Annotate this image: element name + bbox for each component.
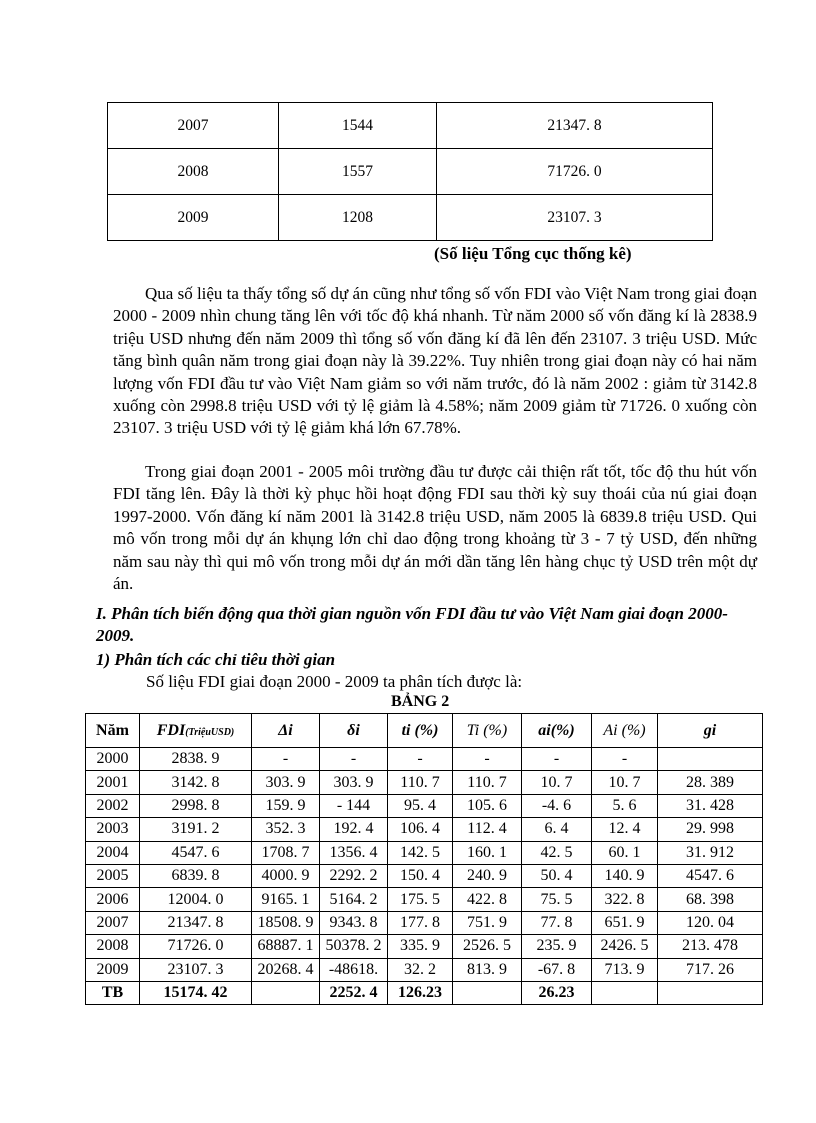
table-cell [252,981,320,1004]
table-cell: 21347. 8 [140,911,252,934]
table-cell: 21347. 8 [437,103,713,149]
table-cell: 422. 8 [453,888,522,911]
table-row [108,103,713,149]
table-cell: 2426. 5 [592,935,658,958]
table-row [108,149,713,195]
table-cell: 322. 8 [592,888,658,911]
table-row [86,771,763,794]
table-cell: 4547. 6 [658,864,763,887]
table-cell: 5164. 2 [320,888,388,911]
table-cell: 303. 9 [252,771,320,794]
table-cell: 2838. 9 [140,748,252,771]
table-cell: 50378. 2 [320,935,388,958]
table-cell: - 144 [320,794,388,817]
table-cell: 110. 7 [388,771,453,794]
table-row [86,864,763,887]
section-heading-1: I. Phân tích biến động qua thời gian nguồn vốn FDI đầu tư vào Việt Nam giai đoạn 2000- 2009. [96,604,728,646]
table-cell: 77. 8 [522,911,592,934]
table-cell: 150. 4 [388,864,453,887]
table-cell: 2252. 4 [320,981,388,1004]
table-cell: 15174. 42 [140,981,252,1004]
table-cell: 175. 5 [388,888,453,911]
header-base-growth: Ai (%) [592,714,658,748]
table-row [86,888,763,911]
table-cell: 2292. 2 [320,864,388,887]
table-cell: 29. 998 [658,818,763,841]
header-base-index: Ti (%) [453,714,522,748]
table-cell: 177. 8 [388,911,453,934]
table-row [86,958,763,981]
table-cell: 813. 9 [453,958,522,981]
table-cell: 2008 [108,149,279,195]
table-cell: 20268. 4 [252,958,320,981]
table-cell: 2009 [108,195,279,241]
table-cell: 2998. 8 [140,794,252,817]
table-cell: 4547. 6 [140,841,252,864]
table-cell: -4. 6 [522,794,592,817]
table-cell: 1557 [279,149,437,195]
table-cell: 142. 5 [388,841,453,864]
table-row [86,841,763,864]
table-cell: 159. 9 [252,794,320,817]
table-cell: 6839. 8 [140,864,252,887]
table-cell: 126.23 [388,981,453,1004]
table-cell: - [388,748,453,771]
table-cell: 68. 398 [658,888,763,911]
table-row [108,195,713,241]
header-fdi: FDI(TriệuUSD) [140,714,252,748]
header-year: Năm [86,714,140,748]
table-cell [658,981,763,1004]
table-cell: 10. 7 [592,771,658,794]
table-cell [658,748,763,771]
table-cell: - [453,748,522,771]
table-cell: 6. 4 [522,818,592,841]
table-cell: 2008 [86,935,140,958]
table-cell: 3142. 8 [140,771,252,794]
table-cell: 95. 4 [388,794,453,817]
table-cell: 106. 4 [388,818,453,841]
table-cell: - [522,748,592,771]
table-cell: 68887. 1 [252,935,320,958]
table-cell: 2001 [86,771,140,794]
table-row [86,748,763,771]
fdi-summary-table-continued [107,102,713,241]
table-cell: 2009 [86,958,140,981]
table-cell: 4000. 9 [252,864,320,887]
table-cell: 2007 [108,103,279,149]
table-cell: - [252,748,320,771]
table-cell: 42. 5 [522,841,592,864]
table-cell: TB [86,981,140,1004]
table-cell: 2007 [86,911,140,934]
header-chain-growth: ai(%) [522,714,592,748]
table-caption: BẢNG 2 [391,693,450,710]
table-cell: 140. 9 [592,864,658,887]
table-cell: 2004 [86,841,140,864]
table-cell: 2526. 5 [453,935,522,958]
table-cell: -48618. [320,958,388,981]
table-cell: 9165. 1 [252,888,320,911]
table-cell: 60. 1 [592,841,658,864]
header-absolute-change: Δi [252,714,320,748]
table-cell: 717. 26 [658,958,763,981]
table-intro-line: Số liệu FDI giai đoạn 2000 - 2009 ta phân tích được là: [146,672,523,691]
table-cell: 75. 5 [522,888,592,911]
table-cell: 303. 9 [320,771,388,794]
table-cell: 713. 9 [592,958,658,981]
analysis-paragraph-1: Qua số liệu ta thấy tổng số dự án cũng như tổng số vốn FDI vào Việt Nam trong giai đoạn 2000 - 2009 nhìn chung tăng lên với tốc độ khá nhanh. Từ năm 2000 số vốn đăng kí là 2838.9 triệu USD nhưng đến năm 2009 thì tổng số vốn đăng kí đã lên đến 23107. 3 triệu USD. Mức tăng bình quân năm trong giai đoạn này là 39.22%. Tuy nhiên trong giai đoạn này có hai năm lượng vốn FDI đầu tư vào Việt Nam giảm so với năm trước, đó là năm 2002 : giảm từ 3142.8 xuống còn 2998.8 triệu USD với tỷ lệ giảm là 4.58%; năm 2009 giảm từ 71726. 0 xuống còn 23107. 3 triệu USD với tỷ lệ giảm khá lớn 67.78%. [113,284,758,438]
table-cell: 10. 7 [522,771,592,794]
table-cell: 71726. 0 [140,935,252,958]
table-cell: 50. 4 [522,864,592,887]
table-cell: 18508. 9 [252,911,320,934]
average-row [86,981,763,1004]
table-cell: 160. 1 [453,841,522,864]
table-cell: 26.23 [522,981,592,1004]
table-cell: 12. 4 [592,818,658,841]
source-note: (Số liệu Tổng cục thống kê) [434,244,632,263]
fdi-time-series-table [85,713,763,1005]
table-cell: 23107. 3 [437,195,713,241]
table-cell: 9343. 8 [320,911,388,934]
table-cell: 1708. 7 [252,841,320,864]
table-cell: 335. 9 [388,935,453,958]
table-cell: - [320,748,388,771]
table-cell: 112. 4 [453,818,522,841]
table-cell: 2002 [86,794,140,817]
table-cell: 235. 9 [522,935,592,958]
table-cell [453,981,522,1004]
table-cell: 120. 04 [658,911,763,934]
table-cell: 651. 9 [592,911,658,934]
table-cell: 1208 [279,195,437,241]
analysis-paragraph-2: Trong giai đoạn 2001 - 2005 môi trường đầu tư được cải thiện rất tốt, tốc độ thu hút vốn FDI tăng lên. Đây là thời kỳ phục hồi hoạt động FDI sau thời kỳ suy thoái của nú giai đoạn 1997-2000. Vốn đăng kí năm 2001 là 3142.8 triệu USD, năm 2005 là 6839.8 triệu USD. Qui mô vốn trong mỗi dự án khụng lớn chỉ dao động trong khoảng từ 3 - 7 tỷ USD, đến những năm sau này thì qui mô vốn trong mỗi dự án mới dần tăng lên hàng chục tỷ USD trên một dự án. [113,462,757,594]
header-growth-value: gi [658,714,763,748]
table-cell: 213. 478 [658,935,763,958]
table-cell: 31. 428 [658,794,763,817]
table-cell: 1356. 4 [320,841,388,864]
table-cell: 12004. 0 [140,888,252,911]
table-cell: 28. 389 [658,771,763,794]
table-row [86,818,763,841]
table-cell: 5. 6 [592,794,658,817]
table-cell: 23107. 3 [140,958,252,981]
table-cell: 1544 [279,103,437,149]
table-cell: 105. 6 [453,794,522,817]
table-row [86,935,763,958]
section-heading-2: 1) Phân tích các chỉ tiêu thời gian [96,650,336,669]
table-cell: 352. 3 [252,818,320,841]
table-cell: 240. 9 [453,864,522,887]
table-cell: 751. 9 [453,911,522,934]
table-cell [592,981,658,1004]
table-cell: - [592,748,658,771]
table-cell: 110. 7 [453,771,522,794]
table-cell: 31. 912 [658,841,763,864]
table-row [86,794,763,817]
table-cell: 32. 2 [388,958,453,981]
table-row [86,911,763,934]
header-chain-index: ti (%) [388,714,453,748]
table-cell: 2000 [86,748,140,771]
table-cell: 3191. 2 [140,818,252,841]
header-relative-change: δi [320,714,388,748]
table-cell: 192. 4 [320,818,388,841]
table-cell: -67. 8 [522,958,592,981]
table-cell: 2006 [86,888,140,911]
table-cell: 71726. 0 [437,149,713,195]
table-cell: 2003 [86,818,140,841]
table-cell: 2005 [86,864,140,887]
